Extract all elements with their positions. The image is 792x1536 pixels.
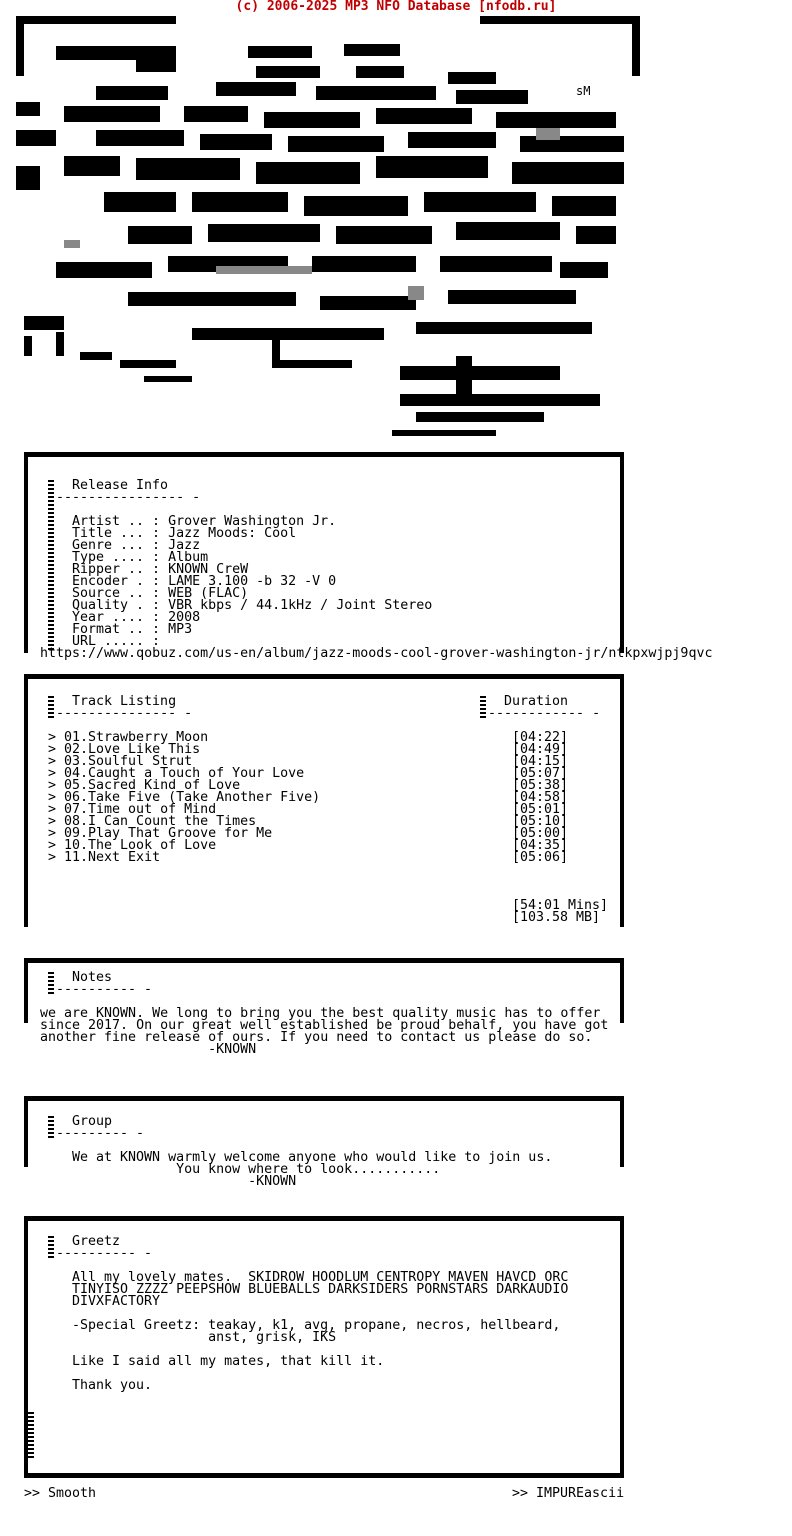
track-duration: [04:22] <box>512 730 569 745</box>
track-duration: [05:06] <box>512 850 569 865</box>
release-info-fields <box>72 516 432 648</box>
release-info-key: Quality . : <box>72 598 161 613</box>
greetz-body <box>72 1272 568 1392</box>
release-info-key: Type .... : <box>72 550 161 565</box>
track-duration: [05:01] <box>512 802 569 817</box>
release-info-key: Encoder . : <box>72 574 161 589</box>
track-list <box>48 732 608 864</box>
track-duration: [04:58] <box>512 790 569 805</box>
notes-dither-left <box>48 972 54 994</box>
release-info-value: MP3 <box>168 622 193 637</box>
notes-section <box>56 970 153 997</box>
greetz-line: TINYISO ZZZZ PEEPSHOW BLUEBALLS DARKSIDERS PORNSTARS DARKAUDIO <box>72 1282 569 1297</box>
release-info-rule: ---------------- - <box>56 490 201 505</box>
release-info-key: Year .... : <box>72 610 161 625</box>
group-rule: --------- - <box>56 1126 145 1141</box>
greetz-line: Like I said all my mates, that kill it. <box>72 1354 385 1369</box>
release-info-key: Genre ... : <box>72 538 161 553</box>
greetz-dither-bottom <box>28 1410 34 1458</box>
release-info-key: URL ..... : <box>72 634 161 649</box>
greetz-line: DIVXFACTORY <box>72 1294 161 1309</box>
track-totals <box>512 900 608 924</box>
group-heading: Group <box>72 1114 113 1129</box>
notes-line: we are KNOWN. We long to bring you the best quality music has to offer <box>40 1006 601 1021</box>
release-info-value: Jazz Moods: Cool <box>168 526 297 541</box>
total-size: [103.58 MB] <box>512 910 601 925</box>
greetz-heading: Greetz <box>72 1234 121 1249</box>
release-info-section <box>56 478 433 649</box>
notes-line: since 2017. On our great well established be proud behalf, you have got <box>40 1018 609 1033</box>
track-title: > 07.Time out of Mind <box>48 802 217 817</box>
duration-heading: Duration <box>504 694 569 709</box>
release-info-value: 2008 <box>168 610 201 625</box>
group-line: You know where to look........... <box>72 1162 441 1177</box>
notes-rule: ---------- - <box>56 982 153 997</box>
release-info-key: Source .. : <box>72 586 161 601</box>
greetz-dither-left <box>48 1236 54 1258</box>
greetz-rule: ---------- - <box>56 1246 153 1261</box>
track-duration: [04:35] <box>512 838 569 853</box>
track-duration: [04:15] <box>512 754 569 769</box>
footer-left: >> Smooth <box>24 1486 97 1501</box>
release-info-value: WEB (FLAC) <box>168 586 249 601</box>
track-title: > 11.Next Exit <box>48 850 161 865</box>
duration-rule: ------------ - <box>488 706 601 721</box>
greetz-section <box>56 1234 153 1261</box>
group-line: -KNOWN <box>72 1174 297 1189</box>
group-line: We at KNOWN warmly welcome anyone who would like to join us. <box>72 1150 553 1165</box>
ascii-art-logo <box>16 16 640 444</box>
track-duration: [05:07] <box>512 766 569 781</box>
release-info-value: Grover Washington Jr. <box>168 514 337 529</box>
notes-line: another fine release of ours. If you need to contact us please do so. <box>40 1030 593 1045</box>
logo-signature: sM <box>576 84 591 98</box>
greetz-line: anst, grisk, IKS <box>72 1330 337 1345</box>
track-listing-heading: Track Listing <box>72 694 177 709</box>
release-info-key: Artist .. : <box>72 514 161 529</box>
greetz-line: -Special Greetz: teakay, k1, avg, propane, necros, hellbeard, <box>72 1318 561 1333</box>
track-title: > 03.Soulful Strut <box>48 754 193 769</box>
group-section <box>56 1114 145 1141</box>
release-info-heading: Release Info <box>72 478 169 493</box>
release-info-dither-left <box>48 480 54 650</box>
total-time: [54:01 Mins] <box>512 898 609 913</box>
release-info-value: LAME 3.100 -b 32 -V 0 <box>168 574 337 589</box>
release-info-key: Ripper .. : <box>72 562 161 577</box>
track-listing-rule: --------------- - <box>56 706 193 721</box>
release-info-value: Jazz <box>168 538 201 553</box>
track-duration: [05:00] <box>512 826 569 841</box>
track-title: > 09.Play That Groove for Me <box>48 826 273 841</box>
track-title: > 10.The Look of Love <box>48 838 217 853</box>
track-listing-section <box>56 694 193 721</box>
track-row <box>48 852 608 864</box>
release-info-value: VBR kbps / 44.1kHz / Joint Stereo <box>168 598 433 613</box>
notes-heading: Notes <box>72 970 113 985</box>
release-info-value: KNOWN CreW <box>168 562 249 577</box>
greetz-line: Thank you. <box>72 1378 153 1393</box>
duration-header <box>488 694 601 721</box>
track-title: > 05.Sacred Kind of Love <box>48 778 241 793</box>
release-info-key: Format .. : <box>72 622 161 637</box>
footer-right: >> IMPUREascii <box>512 1486 625 1501</box>
track-duration: [05:10] <box>512 814 569 829</box>
track-listing-dither-left <box>48 696 54 718</box>
notes-body <box>40 1008 608 1056</box>
known-logo-art <box>16 16 640 444</box>
release-info-key: Title ... : <box>72 526 161 541</box>
notes-line: -KNOWN <box>40 1042 257 1057</box>
track-duration: [05:38] <box>512 778 569 793</box>
track-duration: [04:49] <box>512 742 569 757</box>
group-body <box>72 1152 552 1188</box>
track-title: > 08.I Can Count the Times <box>48 814 257 829</box>
release-info-value: Album <box>168 550 209 565</box>
track-title: > 02.Love Like This <box>48 742 201 757</box>
track-title: > 04.Caught a Touch of Your Love <box>48 766 305 781</box>
release-url[interactable]: https://www.qobuz.com/us-en/album/jazz-moods-cool-grover-washington-jr/ntkpxwjpj9qvc <box>40 646 713 661</box>
track-listing-dither-mid <box>480 696 486 718</box>
group-dither-left <box>48 1116 54 1138</box>
greetz-line: All my lovely mates. SKIDROW HOODLUM CENTROPY MAVEN HAVCD ORC <box>72 1270 569 1285</box>
nfodb-banner: (c) 2006-2025 MP3 NFO Database [nfodb.ru] <box>235 0 557 14</box>
track-title: > 06.Take Five (Take Another Five) <box>48 790 321 805</box>
track-title: > 01.Strawberry Moon <box>48 730 209 745</box>
